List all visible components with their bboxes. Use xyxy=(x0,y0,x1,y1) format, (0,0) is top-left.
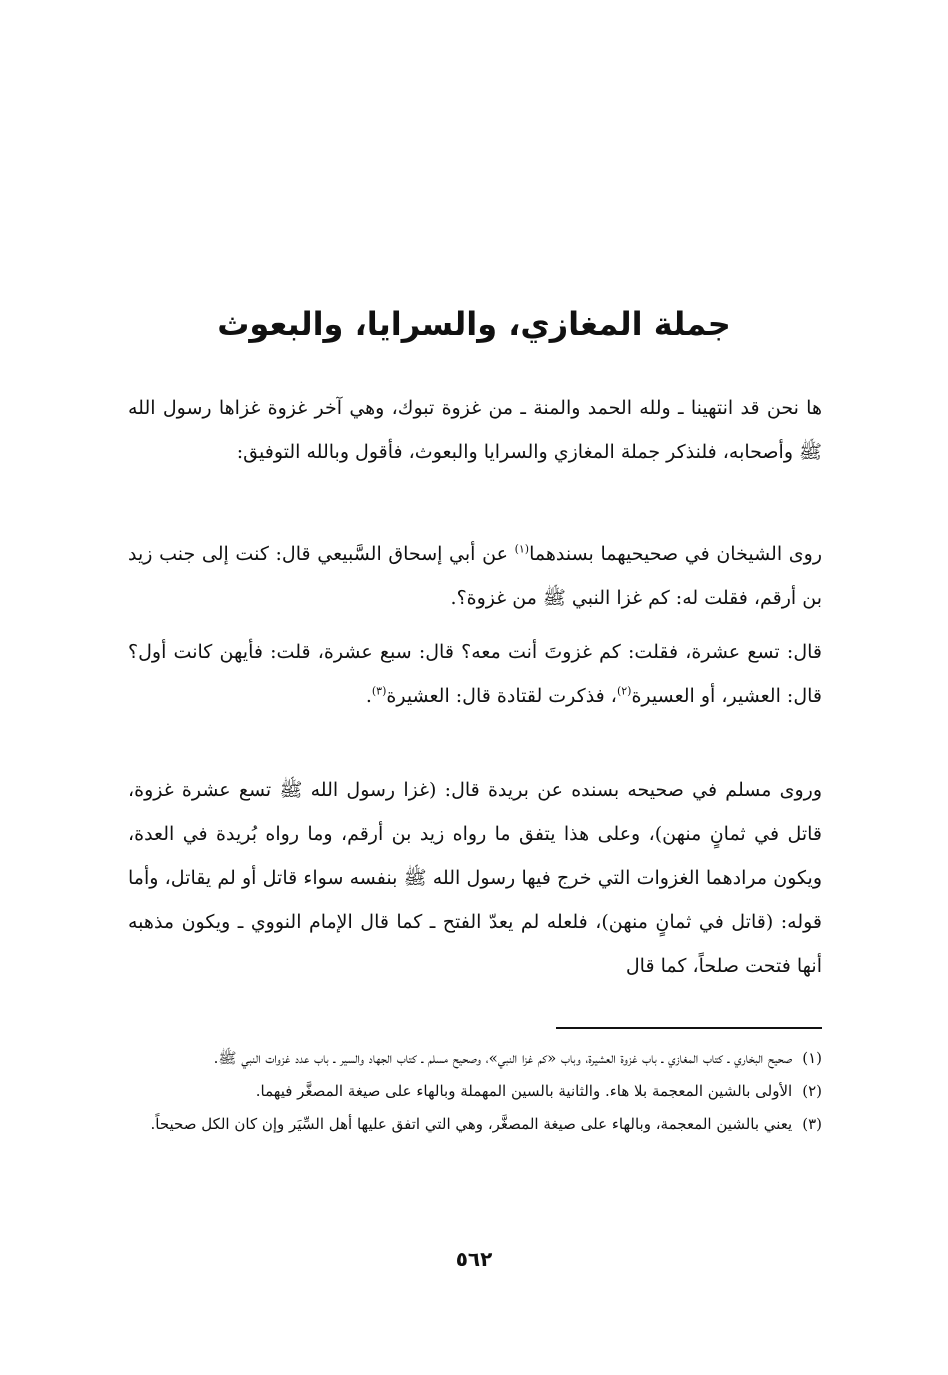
footnote-number: (٢) xyxy=(802,1082,822,1100)
footnote-divider xyxy=(556,1027,822,1029)
footnote-text: الأولى بالشين المعجمة بلا هاء. والثانية بالسين المهملة وبالهاء على صيغة المصغَّر فيهما. xyxy=(255,1082,793,1100)
paragraph-4: وروى مسلم في صحيحه بسنده عن بريدة قال: (غزا رسول الله ﷺ تسع عشرة غزوة، قاتل في ثمانٍ منهن)، وعلى هذا يتفق ما رواه زيد بن أرقم، وما رواه بُريدة في العدة، ويكون مرادهما الغزوات التي خرج فيها رسول الله ﷺ بنفسه سواء قاتل أو لم يقاتل، وأما قوله: (قاتل في ثمانٍ منهن)، فلعله لم يعدّ الفتح ـ كما قال الإمام النووي ـ ويكون مذهبه أنها فتحت صلحاً، كما قال xyxy=(128,779,822,977)
paragraph-3-text-c: . xyxy=(365,685,372,707)
paragraph-3-text-a: قال: تسع عشرة، فقلت: كم غزوتَ أنت معه؟ قال: سبع عشرة، قلت: فأيهن كانت أول؟ قال: العشير، أو العسيرة xyxy=(128,641,822,707)
footnote-1 xyxy=(128,1044,822,1073)
footnotes-list xyxy=(128,1044,822,1143)
footnote-3 xyxy=(128,1110,822,1139)
footnote-number: (١) xyxy=(802,1049,822,1067)
chapter-title: جملة المغازي، والسرايا، والبعوث xyxy=(217,305,731,343)
paragraph-2-text-b: عن أبي إسحاق السَّبيعي قال: كنت إلى جنب زيد بن أرقم، فقلت له: كم غزا النبي ﷺ من غزوة؟. xyxy=(128,543,822,609)
footnote-2 xyxy=(128,1077,822,1106)
footnote-ref-2: (٢) xyxy=(616,684,632,698)
paragraph-3-text-b: ، فذكرت لقتادة قال: العشيرة xyxy=(386,685,617,707)
footnote-number: (٣) xyxy=(802,1115,822,1133)
page-number: ٥٦٢ xyxy=(455,1247,493,1271)
paragraph-1: ها نحن قد انتهينا ـ ولله الحمد والمنة ـ من غزوة تبوك، وهي آخر غزوة غزاها رسول الله ﷺ وأصحابه، فلنذكر جملة المغازي والسرايا والبعوث، فأقول وبالله التوفيق: xyxy=(128,397,822,463)
paragraph-3 xyxy=(128,630,822,718)
paragraph-2-text-a: روى الشيخان في صحيحيهما بسندهما xyxy=(529,543,822,565)
footnote-ref-1: (١) xyxy=(514,542,530,556)
paragraph-2 xyxy=(128,532,822,620)
footnote-text: صحيح البخاري ـ كتاب المغازي ـ باب غزوة العشيرة، وباب «كم غزا النبي»، وصحيح مسلم ـ كتاب الجهاد والسير ـ باب عدد غزوات النبي ﷺ. xyxy=(213,1049,793,1067)
footnote-text: يعني بالشين المعجمة، وبالهاء على صيغة المصغَّر، وهي التي اتفق عليها أهل السِّيَر وإن كان الكل صحيحاً. xyxy=(150,1115,793,1133)
footnote-ref-3: (٣) xyxy=(371,684,387,698)
